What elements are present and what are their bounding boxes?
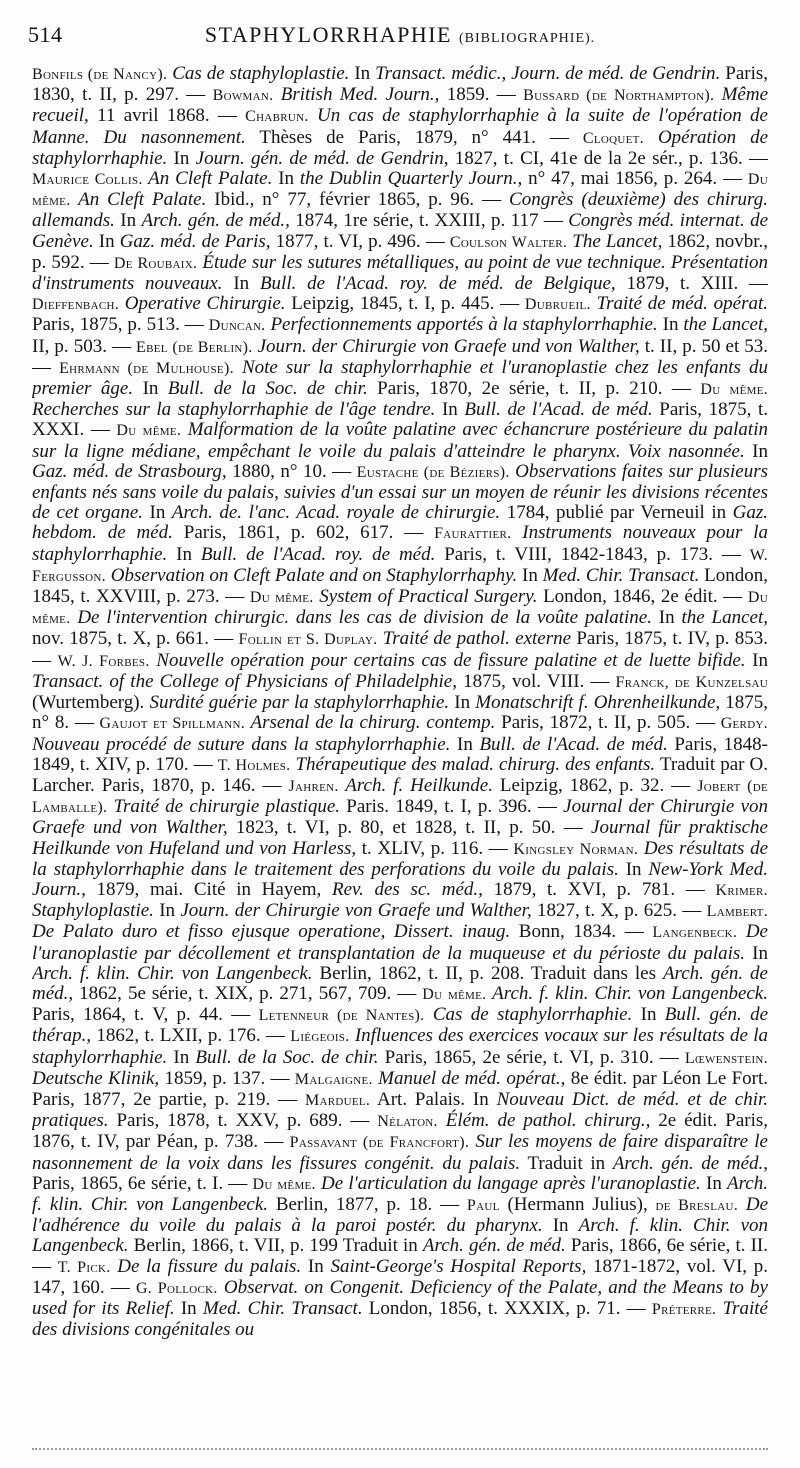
author-name: Kingsley Norman.	[513, 840, 639, 858]
citation-text: (Wurtemberg).	[32, 692, 150, 714]
author-name: De Roubaix.	[113, 254, 198, 272]
citation-text: 1827, t. X, p. 625. —	[531, 900, 707, 922]
citation-text: In	[167, 543, 201, 565]
footer-dotted-rule	[32, 1448, 768, 1458]
citation-text: Paris, 1861, p. 602, 617. —	[172, 522, 435, 544]
italic-title: Gaz. méd. de Strasbourg,	[32, 460, 227, 482]
italic-title: Observat. on Congenit. Deficiency of the Palate, and the Means to by used for its Relief.	[32, 1276, 768, 1319]
citation-text: Paris, 1865, 2e série, t. VI, p. 310. —	[378, 1046, 685, 1068]
citation-text: Paris, 1864, t. V, p. 44. —	[32, 1004, 259, 1026]
italic-title: Bull. gén. de thérap.,	[32, 1004, 768, 1047]
italic-title: Nouveau procédé de suture dans la staphylorrhaphie.	[32, 733, 451, 755]
citation-text: In	[93, 230, 120, 252]
italic-title: Operative Chirurgie.	[119, 293, 286, 315]
italic-title: Perfectionnements apportés à la staphylorrhaphie.	[265, 314, 658, 336]
citation-text: In	[435, 399, 465, 421]
citation-text: 1862, novbr., p. 592. —	[32, 230, 768, 273]
citation-text: In	[450, 733, 480, 755]
italic-title: Nouvelle opération pour certains cas de fissure palatine et de luette bifide.	[149, 649, 746, 671]
citation-text: In	[222, 273, 260, 295]
citation-text: In	[272, 168, 300, 190]
italic-title: Arch. gén. de méd.	[422, 1235, 566, 1257]
citation-text: In	[745, 942, 768, 964]
italic-title: Opération de staphylorrhaphie.	[32, 126, 768, 169]
italic-title: An Cleft Palate.	[142, 168, 273, 190]
citation-text: In	[301, 1255, 331, 1277]
italic-title: Étude sur les sutures métalliques, au point de vue technique. Présentation d'instruments nouveaux.	[32, 251, 768, 295]
italic-title: Gaz. méd. de Paris,	[119, 230, 271, 252]
citation-text: 1862, 5e série, t. XIX, p. 271, 567, 709. —	[73, 982, 423, 1004]
citation-text: Ibid., n° 77, février 1865, p. 96. —	[206, 189, 510, 211]
italic-title: De l'intervention chirurgic. dans les cas de division de la voûte palatine.	[70, 607, 652, 629]
author-name: Krimer.	[715, 881, 768, 899]
citation-text: Paris, 1865, 6e série, t. I. —	[32, 1172, 253, 1194]
italic-title: Congrès (deuxième) des chirurg. allemands.	[32, 189, 768, 232]
citation-text: 1875, vol. VIII. —	[457, 670, 616, 692]
italic-title: Observations faites sur plusieurs enfants nés sans voile du palais, suivies d'un essai sur un moyen de réunir les divisions récentes de cet organe.	[32, 460, 768, 524]
italic-title: Cas de staphyloplastie.	[167, 64, 350, 84]
italic-title: Arch. gén. de méd.,	[141, 210, 290, 232]
author-name: Du même.	[249, 589, 314, 607]
citation-text: In	[153, 900, 181, 922]
author-name: Langenbeck.	[652, 924, 738, 942]
citation-text: In	[745, 649, 768, 671]
italic-title: De l'adhérence du voile du palais à la paroi postér. du pharynx.	[32, 1193, 768, 1237]
italic-title: An Cleft Palate.	[70, 189, 207, 211]
citation-text: London, 1856, t. XXXIX, p. 71. —	[362, 1297, 652, 1319]
citation-text: Traduit par O. Larcher. Paris, 1870, p. 146. —	[32, 753, 768, 796]
author-name: Jahren.	[288, 777, 339, 795]
author-name: Jobert (de Lamballe).	[32, 777, 768, 817]
italic-title: Transact. of the College of Physicians of Philadelphie,	[32, 670, 457, 692]
italic-title: Journ. gén. de méd. de Gendrin,	[195, 147, 449, 169]
citation-text: 1859. —	[439, 84, 524, 106]
italic-title: Arch. f. klin. Chir. von Langenbeck.	[486, 982, 768, 1004]
citation-text: In	[349, 64, 376, 84]
citation-text: 1874, 1re série, t. XXIII, p. 117 —	[289, 210, 569, 232]
citation-text: t. II, p. 50 et 53. —	[32, 335, 768, 378]
citation-text: In	[632, 1004, 665, 1026]
italic-title: Arch. gén. de méd.,	[612, 1152, 768, 1174]
italic-title: Bull. de la Soc. de chir.	[167, 378, 368, 400]
citation-text: 1823, t. VI, p. 80, et 1828, t. II, p. 50. —	[227, 817, 592, 839]
author-name: Marduel.	[304, 1091, 371, 1109]
italic-title: Staphyloplastie.	[32, 900, 154, 922]
italic-title: De l'uranoplastie par décollement et transplantation de la muqueuse et du périoste du palais.	[32, 921, 768, 964]
italic-title: Congrès méd. internat. de Genève.	[32, 210, 768, 252]
citation-text: In	[651, 607, 682, 629]
italic-title: Cas de staphylorrhaphie.	[424, 1004, 633, 1026]
citation-text: n° 47, mai 1856, p. 264. —	[522, 168, 748, 190]
italic-title: the Dublin Quarterly Journ.,	[299, 168, 523, 190]
citation-text: Paris. 1849, t. I, p. 396. —	[340, 796, 564, 818]
citation-text: 1879, t. XIII. —	[615, 273, 768, 295]
author-name: Du même.	[32, 589, 768, 628]
author-name: Du même.	[32, 171, 768, 210]
running-subtitle: (BIBLIOGRAPHIE).	[459, 31, 596, 46]
italic-title: Recherches sur la staphylorrhaphie de l'âge tendre.	[32, 399, 436, 421]
author-name: Paul	[466, 1196, 500, 1214]
author-name: Lœwenstein.	[684, 1049, 768, 1067]
author-name: Dubrueil.	[524, 296, 591, 314]
author-name: Bussard (de Northampton).	[523, 87, 715, 105]
author-name: W. Fergusson.	[32, 546, 768, 585]
citation-text: Art. Palais. In	[370, 1088, 497, 1110]
author-name: Nélaton.	[377, 1113, 438, 1131]
italic-title: the Lancet,	[681, 607, 768, 629]
citation-text: Paris, 1870, 2e série, t. II, p. 210. —	[367, 378, 701, 400]
italic-title: Arch. f. klin. Chir. von Langenbeck.	[32, 1215, 768, 1257]
author-name: Bowman.	[212, 87, 274, 105]
italic-title: Rev. des sc. méd.,	[331, 878, 483, 900]
citation-text: In	[657, 314, 684, 336]
italic-title: Sur les moyens de faire disparaître le nasonnement de la voix dans les fissures congénit. du palais.	[32, 1131, 768, 1174]
italic-title: Bull. de l'Acad. de méd.	[464, 399, 653, 421]
citation-text: In	[517, 564, 543, 586]
citation-text: In	[174, 1297, 203, 1319]
citation-text: In	[700, 1172, 728, 1194]
author-name: Liégeois.	[290, 1028, 350, 1046]
author-name: G. Pollock.	[135, 1279, 218, 1297]
italic-title: Transact. médic., Journ. de méd. de Gendrin.	[375, 64, 721, 84]
author-name: Maurice Collis.	[32, 171, 143, 189]
italic-title: De la fissure du palais.	[110, 1255, 302, 1277]
citation-text: nov. 1875, t. X, p. 661. —	[32, 628, 239, 650]
author-name: Du même.	[116, 422, 182, 440]
italic-title: Un cas de staphylorrhaphie à la suite de l'opération de Manne. Du nasonnement.	[32, 105, 768, 148]
italic-title: Journal für praktische Heilkunde von Hufeland und von Harless,	[32, 817, 768, 859]
citation-text: In	[542, 1215, 579, 1237]
italic-title: De Palato duro et fisso ejusque operatione, Dissert. inaug.	[32, 921, 511, 943]
author-name: Passavant (de Francfort).	[289, 1134, 470, 1152]
citation-text: Thèses de Paris, 1879, n° 441. —	[245, 126, 583, 148]
italic-title: Med. Chir. Transact.	[202, 1297, 363, 1319]
running-head	[28, 22, 772, 48]
italic-title: Bull. de la Soc. de chir.	[195, 1046, 379, 1068]
italic-title: Bull. de l'Acad. roy. de méd.	[200, 543, 436, 565]
author-name: Du même.	[422, 985, 487, 1003]
author-name: Chabrun.	[245, 108, 309, 126]
citation-text: Paris, 1866, 6e série, t. II. —	[32, 1235, 768, 1277]
citation-text: 2e édit. Paris, 1876, t. IV, par Péan, p. 738. —	[32, 1110, 768, 1153]
author-name: W. J. Forbes.	[57, 652, 150, 670]
italic-title: Journ. der Chirurgie von Graefe und Walther,	[180, 900, 532, 922]
citation-text: 1879, mai. Cité in Hayem,	[85, 878, 332, 900]
italic-title: System of Practical Surgery.	[313, 586, 538, 608]
page-header	[28, 22, 772, 56]
citation-text: Paris, 1848-1849, t. XIV, p. 170. —	[32, 733, 768, 775]
citation-text: 1827, t. CI, 41e de la 2e sér., p. 136. —	[448, 147, 768, 169]
author-name: Du même.	[700, 381, 768, 399]
bibliography-body	[32, 64, 768, 1364]
author-name: Lambert.	[706, 903, 768, 921]
author-name: Préterre.	[651, 1300, 717, 1318]
author-name: Gaujot et Spillmann.	[99, 715, 246, 733]
italic-title: Monatschrift f. Ohrenheilkunde,	[475, 692, 721, 714]
author-name: T. Pick.	[57, 1258, 111, 1276]
citation-text: In	[143, 502, 172, 524]
author-name: Faurattier.	[434, 525, 512, 543]
citation-text: Paris, 1878, t. XXV, p. 689. —	[108, 1110, 378, 1132]
italic-title: Traité des divisions congénitales ou	[32, 1297, 768, 1341]
page-number: 514	[28, 22, 63, 47]
citation-text: In	[167, 1046, 196, 1068]
italic-title: Journ. der Chirurgie von Graefe und von Walther,	[252, 335, 640, 357]
citation-text: II, p. 503. —	[32, 335, 137, 357]
citation-text: 8e édit. par Léon Le Fort. Paris, 1877, 2e partie, p. 219. —	[32, 1067, 768, 1110]
citation-text: Paris, t. VIII, 1842-1843, p. 173. —	[435, 543, 750, 565]
italic-title: Gaz. hebdom. de méd.	[32, 502, 768, 544]
italic-title: Thérapeutique des malad. chirurg. des enfants.	[290, 753, 656, 775]
italic-title: Journal der Chirurgie von Graefe und von Walther,	[32, 796, 768, 839]
citation-text: London, 1846, 2e édit. —	[537, 586, 748, 608]
author-name: Dieffenbach.	[32, 296, 119, 314]
citation-text: Traduit in	[520, 1152, 613, 1174]
citation-text: Berlin, 1877, p. 18. —	[268, 1193, 467, 1215]
author-name: Bonfils (de Nancy).	[32, 66, 168, 83]
citation-text: Paris, 1875, t. XXXI. —	[32, 399, 768, 441]
citation-text: Leipzig, 1862, p. 32. —	[492, 774, 698, 796]
italic-title: New-York Med. Journ.,	[32, 858, 768, 900]
author-name: Follin et S. Duplay.	[238, 631, 378, 649]
citation-text: t. XLIV, p. 116. —	[356, 837, 514, 859]
citation-text: 1784, publié par Verneuil in	[500, 502, 733, 524]
italic-title: Élém. de pathol. chirurg.,	[437, 1110, 651, 1132]
italic-title: Arch. f. klin. Chir. von Langenbeck.	[32, 962, 313, 984]
citation-text: 1862, t. LXII, p. 176. —	[91, 1025, 291, 1047]
citation-text: Berlin, 1862, t. II, p. 208. Traduit dans les	[312, 962, 663, 984]
citation-text: Paris, 1872, t. II, p. 505. —	[495, 712, 721, 734]
citation-text: In	[449, 692, 476, 714]
italic-title: Traité de méd. opérat.	[590, 293, 768, 315]
italic-title: Arch. f. klin. Chir. von Langenbeck.	[32, 1172, 768, 1215]
italic-title: Med. Chir. Transact.	[542, 564, 700, 586]
citation-text: Leipzig, 1845, t. I, p. 445. —	[285, 293, 525, 315]
italic-title: Saint-George's Hospital Reports,	[330, 1255, 587, 1277]
italic-title: Instruments nouveaux pour la staphylorrhaphie.	[32, 522, 768, 565]
italic-title: Des résultats de la staphylorrhaphie dans le traitement des perforations du voile du palais.	[32, 837, 768, 880]
citation-text: Bonn, 1834. —	[510, 921, 653, 943]
italic-title: Traité de chirurgie plastique.	[107, 796, 341, 818]
author-name: Coulson Walter.	[449, 233, 568, 251]
author-name: Letenneur (de Nantes).	[258, 1007, 425, 1025]
author-name: Malgaigne.	[294, 1070, 373, 1088]
italic-title: British Med. Journ.,	[273, 84, 440, 106]
italic-title: Arch. de. l'anc. Acad. royale de chirurgie.	[171, 502, 501, 524]
italic-title: Malformation de la voûte palatine avec échancrure postérieure du palatin sur la ligne médiane, empêchant le voile du palais d'atteindre le pharynx. Voix nasonnée.	[32, 419, 768, 462]
italic-title: Surdité guérie par la staphylorrhaphie.	[149, 692, 450, 714]
citation-text: In	[133, 378, 168, 400]
citation-text: In	[167, 147, 196, 169]
citation-text: 1880, n° 10. —	[226, 460, 357, 482]
italic-title: Influences des exercices vocaux sur les résultats de la staphylorrhaphie.	[32, 1025, 768, 1068]
author-name: Ebel (de Berlin).	[136, 338, 253, 356]
citation-text: Paris, 1875, t. IV, p. 853. —	[32, 628, 768, 671]
author-name: Eustache (de Béziers).	[356, 463, 510, 481]
author-name: Franck, de Kunzelsau	[615, 673, 768, 691]
italic-title: Manuel de méd. opérat.,	[372, 1067, 566, 1089]
citation-text: (Hermann Julius),	[499, 1193, 656, 1215]
citation-text: 11 avril 1868. —	[88, 105, 246, 127]
citation-text: 1877, t. VI, p. 496. —	[270, 230, 450, 252]
citation-text: 1879, t. XVI, p. 781. —	[482, 878, 716, 900]
running-title: STAPHYLORRHAPHIE	[204, 22, 452, 47]
author-name: Gerdy.	[720, 715, 768, 733]
italic-title: Deutsche Klinik,	[32, 1067, 160, 1089]
author-name: Cloquet.	[582, 129, 644, 147]
italic-title: the Lancet,	[683, 314, 768, 336]
citation-text: Berlin, 1866, t. VII, p. 199 Traduit in	[128, 1235, 423, 1257]
author-name: Ehrmann (de Mulhouse).	[59, 359, 234, 377]
italic-title: The Lancet,	[567, 230, 663, 252]
italic-title: Note sur la staphylorrhaphie et l'uranoplastie chez les enfants du premier âge.	[32, 356, 768, 400]
italic-title: Bull. de l'Acad. de méd.	[479, 733, 668, 755]
author-name: T. Holmes.	[217, 756, 291, 774]
author-name: de Breslau.	[655, 1196, 739, 1214]
citation-text: In	[744, 440, 768, 462]
citation-text: Paris, 1875, p. 513. —	[32, 314, 209, 336]
author-name: Du même.	[252, 1175, 316, 1193]
citation-text: In	[618, 858, 649, 880]
italic-title: Observation on Cleft Palate and on Staphylorrhaphy.	[105, 564, 518, 586]
italic-title: Arch. gén. de méd.,	[32, 962, 768, 1004]
citation-text: 1875, n° 8. —	[32, 692, 768, 734]
citation-text: London, 1845, t. XXVIII, p. 273. —	[32, 564, 768, 608]
citation-text: In	[114, 210, 142, 232]
italic-title: Arsenal de la chirurg. contemp.	[245, 712, 496, 734]
bibliography-paragraph	[32, 64, 768, 1340]
italic-title: Bull. de l'Acad. roy. de méd. de Belgique,	[259, 273, 616, 295]
author-name: Duncan.	[208, 317, 266, 335]
citation-text: Paris, 1830, t. II, p. 297. —	[32, 64, 768, 106]
citation-text: 1871-1872, vol. VI, p. 147, 160. —	[32, 1255, 768, 1298]
italic-title: Nouveau Dict. de méd. et de chir. pratiques.	[32, 1088, 768, 1132]
italic-title: Arch. f. Heilkunde.	[338, 774, 493, 796]
italic-title: De l'articulation du langage après l'uranoplastie.	[315, 1172, 701, 1194]
citation-text: 1859, p. 137. —	[159, 1067, 295, 1089]
italic-title: Même recueil,	[32, 84, 768, 127]
italic-title: Traité de pathol. externe	[377, 628, 572, 650]
